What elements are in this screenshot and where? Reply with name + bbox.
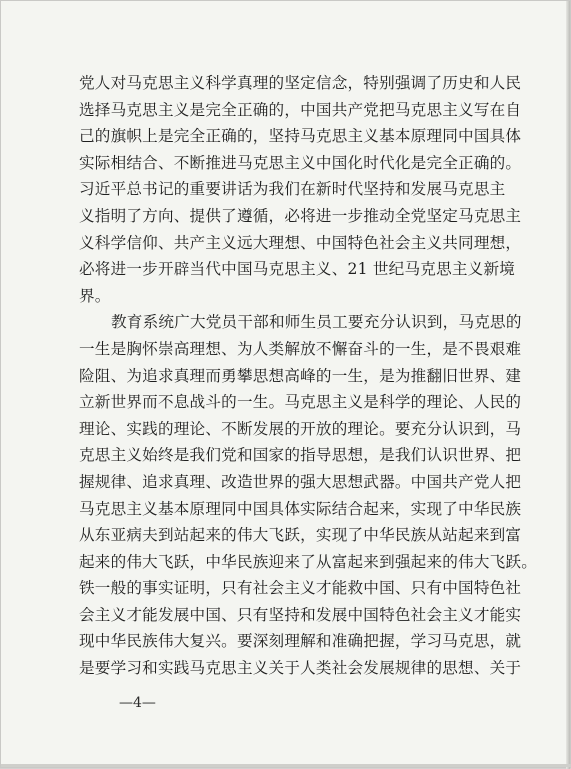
text-line: 己的旗帜上是完全正确的，坚持马克思主义基本原理同中国具体 bbox=[79, 127, 522, 146]
text-line: 理论、实践的理论、不断发展的开放的理论。要充分认识到，马 bbox=[79, 419, 522, 438]
text-line: 握规律、追求真理、改造世界的强大思想武器。中国共产党人把 bbox=[79, 472, 522, 491]
text-line: 习近平总书记的重要讲话为我们在新时代坚持和发展马克思主 bbox=[79, 180, 506, 199]
text-line: 选择马克思主义是完全正确的，中国共产党把马克思主义写在自 bbox=[79, 100, 522, 119]
page-edge-bottom bbox=[1, 764, 571, 767]
text-line: 铁一般的事实证明，只有社会主义才能救中国、只有中国特色社 bbox=[79, 579, 522, 598]
text-line: 义指明了方向、提供了遵循，必将进一步推动全党坚定马克思主 bbox=[79, 206, 522, 225]
text-line: 现中华民族伟大复兴。要深刻理解和准确把握，学习马克思，就 bbox=[79, 632, 522, 651]
page-edge-right bbox=[566, 1, 570, 769]
text-line: 立新世界而不息战斗的一生。马克思主义是科学的理论、人民的 bbox=[79, 393, 522, 412]
text-line: 险阻、为追求真理而勇攀思想高峰的一生，是为推翻旧世界、建 bbox=[79, 366, 522, 385]
text-line: 教育系统广大党员干部和师生员工要充分认识到，马克思的 bbox=[111, 313, 522, 332]
text-line: 从东亚病夫到站起来的伟大飞跃，实现了中华民族从站起来到富 bbox=[79, 526, 522, 545]
text-line: 必将进一步开辟当代中国马克思主义、21 世纪马克思主义新境 bbox=[79, 260, 516, 279]
page-number: —4— bbox=[119, 695, 156, 711]
body-text bbox=[79, 70, 538, 682]
text-line: 党人对马克思主义科学真理的坚定信念，特别强调了历史和人民 bbox=[79, 74, 522, 92]
text-line: 会主义才能发展中国、只有坚持和发展中国特色社会主义才能实 bbox=[79, 605, 522, 624]
text-line: 义科学信仰、共产主义远大理想、中国特色社会主义共同理想， bbox=[79, 233, 522, 252]
text-line: 实际相结合、不断推进马克思主义中国化时代化是完全正确的。 bbox=[79, 153, 522, 172]
text-line: 克思主义始终是我们党和国家的指导思想，是我们认识世界、把 bbox=[79, 446, 522, 465]
text-line: 起来的伟大飞跃，中华民族迎来了从富起来到强起来的伟大飞跃。 bbox=[79, 552, 538, 571]
text-line: 是要学习和实践马克思主义关于人类社会发展规律的思想、关于 bbox=[79, 659, 522, 678]
text-line: 马克思主义基本原理同中国具体实际结合起来，实现了中华民族 bbox=[79, 499, 522, 518]
text-line: 界。 bbox=[79, 286, 111, 305]
text-line: 一生是胸怀崇高理想、为人类解放不懈奋斗的一生，是不畏艰难 bbox=[79, 339, 522, 358]
